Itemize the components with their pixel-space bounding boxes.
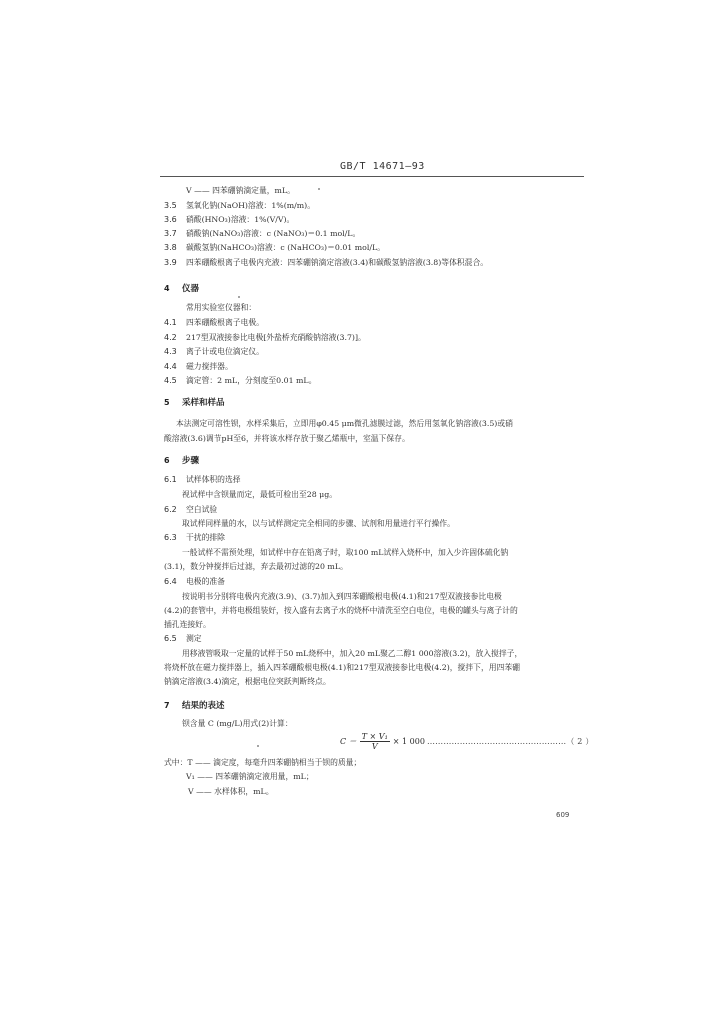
formula-lhs: C ＝ <box>340 737 357 746</box>
clause-3-7 <box>164 229 360 239</box>
clause-number: 6.1 <box>164 475 177 484</box>
clause-6-5-paragraph-line-3: 钠滴定溶液(3.4)滴定，根据电位突跃判断终点。 <box>164 677 331 686</box>
v-definition-top: V —— 四苯硼钠滴定量，mL。 <box>186 186 295 195</box>
clause-text: 滴定管：2 mL，分刻度至0.01 mL。 <box>186 376 317 385</box>
clause-4-1 <box>164 318 264 328</box>
clause-3-6 <box>164 215 294 225</box>
section-title: 采样和样品 <box>182 398 225 408</box>
clause-text: 测定 <box>186 634 202 643</box>
clause-number: 4.5 <box>164 376 177 385</box>
clause-6-5 <box>164 634 202 644</box>
clause-number: 3.7 <box>164 229 177 238</box>
clause-3-5 <box>164 201 315 211</box>
clause-4-3 <box>164 347 264 357</box>
clause-4-5 <box>164 376 316 386</box>
clause-text: 四苯硼酸根离子电极。 <box>186 318 264 327</box>
clause-text: 磁力搅拌器。 <box>186 362 233 371</box>
clause-number: 4.1 <box>164 318 177 327</box>
clause-6-4-paragraph-line-2: (4.2)的套管中，并将电极组装好，按入盛有去离子水的烧杯中清洗至空白电位，电极的罐头与离子计的 <box>164 606 518 615</box>
section-6-heading <box>164 454 199 466</box>
clause-6-3 <box>164 533 225 543</box>
scan-speck <box>257 745 259 747</box>
scan-speck <box>318 188 320 190</box>
section-number: 5 <box>164 398 170 407</box>
section-number: 6 <box>164 456 170 465</box>
clause-number: 3.5 <box>164 201 177 210</box>
section-title: 仪器 <box>182 284 200 294</box>
clause-number: 3.9 <box>164 258 177 267</box>
clause-number: 6.3 <box>164 533 177 542</box>
where-t-definition: 式中：T —— 滴定度，每毫升四苯硼钠相当于钡的质量； <box>164 758 362 767</box>
clause-text: 硝酸(HNO₃)溶液：1%(V/V)。 <box>186 215 295 224</box>
section-5-paragraph-line-1: 本法测定可溶性钡，水样采集后，立即用φ0.45 μm微孔滤膜过滤，然后用氢氧化钠溶液(3.5)或硝 <box>176 419 513 428</box>
section-4-heading <box>164 282 199 294</box>
clause-4-2 <box>164 333 366 343</box>
clause-text: 试样体积的选择 <box>186 475 241 484</box>
formula-numerator: T × V₁ <box>361 732 388 741</box>
clause-number: 6.4 <box>164 577 177 586</box>
clause-text: 氢氧化钠(NaOH)溶液：1%(m/m)。 <box>186 201 315 210</box>
clause-6-3-paragraph-line-1: 一般试样不需预处理，如试样中存在铅离子时，取100 mL试样入烧杯中，加入少许固体硫化钠 <box>182 548 509 557</box>
header-rule <box>160 176 584 177</box>
section-title: 步骤 <box>182 456 200 466</box>
clause-6-1-paragraph: 视试样中含钡量而定，最低可检出至28 μg。 <box>182 490 338 499</box>
clause-3-9 <box>164 258 488 268</box>
clause-number: 6.5 <box>164 634 177 643</box>
barium-formula <box>340 732 594 751</box>
page-number: 609 <box>556 811 570 819</box>
clause-6-3-paragraph-line-2: (3.1)，数分钟搅拌后过滤，弃去最初过滤的20 mL。 <box>164 562 348 571</box>
formula-equation-number: ……………………………………………（ 2 ） <box>426 737 594 746</box>
clause-6-5-paragraph-line-1: 用移液管吸取一定量的试样于50 mL烧杯中，加入20 mL聚乙二醇1 000溶液(3.2)，放入搅拌子， <box>182 649 523 658</box>
section-5-paragraph-line-2: 酸溶液(3.6)调节pH至6，并将该水样存放于聚乙烯瓶中，室温下保存。 <box>164 434 410 443</box>
clause-6-5-paragraph-line-2: 将烧杯放在磁力搅拌器上，插入四苯硼酸根电极(4.1)和217型双液接参比电极(4.2)，搅拌下，用四苯硼 <box>164 663 520 672</box>
clause-number: 6.2 <box>164 505 177 514</box>
where-v1-definition: V₁ —— 四苯硼钠滴定液用量，mL； <box>186 772 314 781</box>
section-title: 结果的表述 <box>182 701 225 711</box>
section-7-intro: 钡含量 C (mg/L)用式(2)计算： <box>182 719 293 728</box>
clause-number: 3.6 <box>164 215 177 224</box>
clause-text: 四苯硼酸根离子电极内充液：四苯硼钠滴定溶液(3.4)和碳酸氢钠溶液(3.8)等体积混合。 <box>186 258 489 267</box>
clause-text: 电极的准备 <box>186 577 225 586</box>
clause-6-2 <box>164 505 217 515</box>
clause-4-4 <box>164 362 233 372</box>
clause-text: 碳酸氢钠(NaHCO₃)溶液：c (NaHCO₃)＝0.01 mol/L。 <box>186 243 385 252</box>
clause-text: 干扰的排除 <box>186 533 225 542</box>
clause-3-8 <box>164 243 385 253</box>
clause-text: 217型双液接参比电极[外盐桥充硝酸钠溶液(3.7)]。 <box>186 333 366 342</box>
clause-number: 4.3 <box>164 347 177 356</box>
section-4-intro: 常用实验室仪器和： <box>186 303 257 312</box>
standard-code-header: GB/T 14671—93 <box>340 161 425 172</box>
section-number: 7 <box>164 701 170 710</box>
clause-text: 硝酸钠(NaNO₃)溶液：c (NaNO₃)＝0.1 mol/L。 <box>186 229 361 238</box>
section-7-heading <box>164 699 225 711</box>
clause-number: 4.4 <box>164 362 177 371</box>
clause-text: 空白试验 <box>186 505 218 514</box>
clause-text: 离子计或电位滴定仪。 <box>186 347 264 356</box>
clause-number: 4.2 <box>164 333 177 342</box>
clause-6-1 <box>164 475 241 485</box>
formula-denominator: V <box>371 742 378 751</box>
clause-6-4-paragraph-line-1: 按说明书分别将电极内充液(3.9)、(3.7)加入到四苯硼酸根电极(4.1)和217型双液接参比电极 <box>182 592 502 601</box>
section-number: 4 <box>164 284 170 293</box>
formula-fraction <box>360 732 390 751</box>
where-v-definition: V —— 水样体积，mL。 <box>188 787 274 796</box>
section-5-heading <box>164 396 225 408</box>
scan-speck <box>238 296 240 298</box>
clause-6-2-paragraph: 取试样同样量的水，以与试样测定完全相同的步骤、试剂和用量进行平行操作。 <box>182 519 455 528</box>
formula-multiplier: × 1 000 <box>392 737 425 746</box>
clause-number: 3.8 <box>164 243 177 252</box>
clause-6-4 <box>164 577 225 587</box>
clause-6-4-paragraph-line-3: 插孔连接好。 <box>164 620 211 629</box>
